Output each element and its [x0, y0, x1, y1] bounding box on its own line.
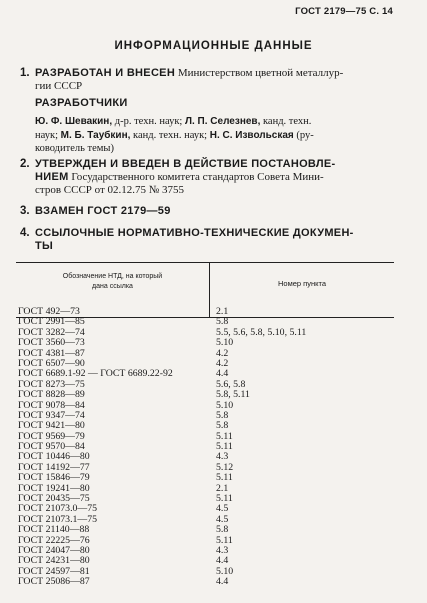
- table-cell-document: ГОСТ 20435—75: [18, 493, 90, 505]
- table-cell-item: 4.3: [216, 544, 229, 556]
- table-cell-item: 5.10: [216, 565, 234, 577]
- table-cell-item: 5.8: [216, 316, 229, 328]
- section-text: Министерством цветной металлур-: [175, 67, 344, 79]
- developers-list: [35, 115, 395, 156]
- section-text-cont: стров СССР от 02.12.75 № 3755: [35, 184, 185, 196]
- section-number: 4.: [20, 227, 30, 239]
- section-heading-cont: НИЕМ: [35, 171, 69, 183]
- section-heading: УТВЕРЖДЕН И ВВЕДЕН В ДЕЙСТВИЕ ПОСТАНОВЛЕ-: [35, 158, 336, 170]
- table-cell-item: 4.3: [216, 451, 229, 463]
- column-header-line: дана ссылка: [92, 283, 133, 290]
- table-cell-item: 5.6, 5.8: [216, 378, 246, 390]
- developers-line: [35, 142, 395, 156]
- table-cell-item: 4.4: [216, 555, 229, 567]
- section-text: Государственного комитета стандартов Совета Мини-: [68, 171, 324, 183]
- developer-role: канд. техн.: [260, 116, 312, 127]
- table-cell-document: ГОСТ 4381—87: [18, 347, 85, 359]
- table-cell-document: ГОСТ 15846—79: [18, 472, 90, 484]
- table-cell-item: 5.10: [216, 399, 234, 411]
- table-row: [18, 390, 378, 400]
- section-4: [20, 227, 395, 253]
- table-cell-document: ГОСТ 10446—80: [18, 451, 90, 463]
- developers-heading: РАЗРАБОТЧИКИ: [35, 97, 128, 109]
- developers-line: [35, 129, 395, 143]
- table-cell-document: ГОСТ 25086—87: [18, 576, 90, 588]
- table-cell-item: 5.8: [216, 409, 229, 421]
- section-text-cont: гии СССР: [35, 80, 83, 92]
- column-header-line: Обозначение НТД, на который: [62, 273, 163, 280]
- table-cell-item: 5.8: [216, 524, 229, 536]
- table-cell-item: 5.11: [216, 472, 233, 484]
- section-heading: ССЫЛОЧНЫЕ НОРМАТИВНО-ТЕХНИЧЕСКИЕ ДОКУМЕН-: [35, 227, 354, 239]
- table-row: [18, 577, 378, 587]
- section-number: 3.: [20, 205, 30, 217]
- table-cell-item: 5.10: [216, 337, 234, 349]
- table-cell-document: ГОСТ 24597—81: [18, 565, 90, 577]
- table-cell-document: ГОСТ 3560—73: [18, 337, 85, 349]
- table-cell-item: 4.2: [216, 357, 229, 369]
- table-cell-document: ГОСТ 21073.0—75: [18, 503, 98, 515]
- page-header: ГОСТ 2179—75 С. 14: [295, 6, 393, 17]
- table-cell-item: 5.11: [216, 534, 233, 546]
- table-cell-item: 5.11: [216, 441, 233, 453]
- table-cell-document: ГОСТ 24231—80: [18, 555, 90, 567]
- developer-role: наук;: [35, 129, 61, 141]
- table-cell-item: 2.1: [216, 482, 229, 494]
- table-cell-document: ГОСТ 22225—76: [18, 534, 90, 546]
- table-cell-document: ГОСТ 8828—89: [18, 389, 85, 401]
- table-cell-item: 4.2: [216, 347, 229, 359]
- developer-name: Л. П. Селезнев,: [184, 116, 261, 127]
- table-cell-document: ГОСТ 24047—80: [18, 544, 90, 556]
- section-heading: ВЗАМЕН ГОСТ 2179—59: [35, 205, 171, 217]
- table-cell-item: 4.5: [216, 503, 229, 515]
- table-cell-document: ГОСТ 14192—77: [18, 461, 90, 473]
- table-cell-item: 4.5: [216, 513, 229, 525]
- table-cell-item: 5.12: [216, 461, 234, 473]
- table-cell-item: 2.1: [216, 306, 229, 317]
- column-header-document: [16, 272, 209, 292]
- developer-role: канд. техн. наук;: [130, 129, 210, 141]
- table-cell-document: ГОСТ 8273—75: [18, 378, 85, 390]
- section-number: 2.: [20, 158, 30, 170]
- section-3: [20, 205, 395, 218]
- table-cell-document: ГОСТ 9570—84: [18, 441, 85, 453]
- section-heading-cont: ТЫ: [35, 240, 54, 252]
- developer-role: ководитель темы): [35, 143, 114, 154]
- reference-table-body: [18, 307, 378, 588]
- developer-name: Ю. Ф. Шевакин,: [35, 116, 113, 127]
- column-header-item: Номер пункта: [277, 279, 326, 288]
- table-cell-item: 5.11: [216, 493, 233, 505]
- section-2: [20, 158, 395, 197]
- page-title: ИНФОРМАЦИОННЫЕ ДАННЫЕ: [114, 40, 313, 52]
- developer-name: Н. С. Извольская: [209, 129, 294, 141]
- table-cell-item: 5.5, 5.6, 5.8, 5.10, 5.11: [216, 326, 307, 338]
- developers-line: [35, 115, 395, 129]
- developer-name: М. Б. Таубкин,: [60, 129, 131, 141]
- table-cell-document: ГОСТ 6689.1-92 — ГОСТ 6689.22-92: [18, 368, 173, 380]
- table-cell-document: ГОСТ 3282—74: [18, 326, 85, 338]
- table-cell-item: 5.11: [216, 430, 233, 442]
- table-cell-document: ГОСТ 9421—80: [18, 420, 85, 432]
- section-1: [20, 67, 395, 93]
- section-heading: РАЗРАБОТАН И ВНЕСЕН: [35, 67, 176, 79]
- table-cell-item: 5.8, 5.11: [216, 389, 250, 401]
- table-cell-document: ГОСТ 6507—90: [18, 357, 85, 369]
- table-cell-item: 4.4: [216, 576, 229, 588]
- table-cell-document: ГОСТ 492—73: [18, 306, 80, 317]
- table-cell-document: ГОСТ 19241—80: [18, 482, 90, 494]
- table-cell-document: ГОСТ 2991—85: [18, 316, 85, 328]
- table-cell-item: 5.8: [216, 420, 229, 432]
- section-number: 1.: [20, 67, 30, 79]
- developer-role: д-р. техн. наук;: [112, 116, 185, 127]
- table-cell-document: ГОСТ 21073.1—75: [18, 513, 98, 525]
- developer-role: (ру-: [293, 129, 314, 141]
- table-cell-document: ГОСТ 21140—88: [18, 524, 90, 536]
- table-cell-document: ГОСТ 9569—79: [18, 430, 85, 442]
- table-cell-document: ГОСТ 9347—74: [18, 409, 85, 421]
- table-cell-document: ГОСТ 9078—84: [18, 399, 85, 411]
- table-cell-item: 4.4: [216, 368, 229, 380]
- table-row: [18, 338, 378, 348]
